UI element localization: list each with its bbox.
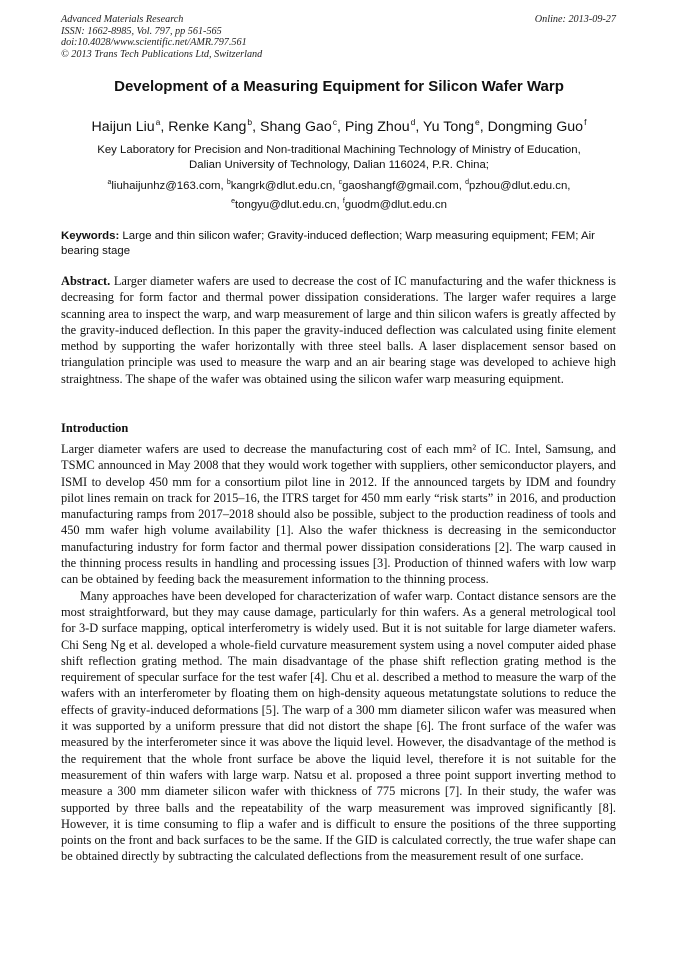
keywords [61,229,616,259]
email-address: guodm@dlut.edu.cn [344,199,447,211]
email-mark: b [226,179,231,186]
author-name: Ping Zhou [344,119,410,135]
section-heading-introduction: Introduction [61,421,129,435]
author-name: Shang Gao [259,119,332,135]
paragraph: Many approaches have been developed for characterization of wafer warp. Contact distance sensors are the most straightforward, but they may cause damage, particularly for thin wafers. As a general metrological tool for 3-D surface mapping, optical interferometry is widely used. But it is not suitable for large diameter wafers. Chi Seng Ng et al. developed a whole-field curvature measurement system using a novel computer aided phase shift reflection grating method. The main disadvantage of the phase shift reflection grating method is the requirement of specular surface for the test wafer [4]. Chu et al. described a method to measure the warp of the wafers with an interferometer by floating them on high-density aqueous metatungstate solutions to reduce the effects of gravity-induced deformations [5]. The warp of a 300 mm diameter silicon wafer was measured when it was supported by a uniform pressure that did not distort the shape [6]. The front surface of the wafer was measured by the interferometer since it was above the liquid level. However, the disadvantage of the method is the requirement that the whole front surface be above the liquid level, therefore it is not suitable for the measurement of thin wafers with large warp. Natsu et al. proposed a three point support inverting method to measure a 300 mm diameter silicon wafer with thickness of 775 microns [7]. In their study, the wafer was supported by three balls and the repeatability of the warp measurement was improved significantly [8]. However, it is time consuming to flip a wafer and is difficult to ensure the positions of the three supporting points on the front and back surfaces to be the same. If the GID is calculated correctly, the true wafer shape can be obtained directly by subtracting the calculated deflections from the measurement result of one surface. [61,588,616,864]
paper-title: Development of a Measuring Equipment for Silicon Wafer Warp [114,78,564,95]
author-name: Yu Tong [422,119,475,135]
affiliation-line-2: Dalian University of Technology, Dalian 116024, P.R. China; [189,159,489,171]
email-row-1 [40,175,638,194]
author-list: Haijun Liu$^a$, Renke Kang$^b$, Shang Gao$^c$, Ping Zhou$^d$, Yu Tong$^e$, Dongming Guo$^f$ [91,117,587,135]
journal-name: Advanced Materials Research [61,14,184,25]
author-mark: d [410,117,416,127]
paragraph: Larger diameter wafers are used to decrease the manufacturing cost of each mm² of IC. Intel, Samsung, and TSMC announced in May 2008 that they would work together with suppliers, other semiconductor players, and ISMI to develop 450 mm for a consortium pilot line in 2012. If the announced targets by IDM and foundry pilot lines remain on track for 2015–16, the ITRS target for 450 mm early “risk starts” in 2016, and production manufacturing ramps from 2017–2018 should also be possible, subject to the production readiness of tools and 450 mm wafer high volume availability [1]. Also the wafer thickness is decreasing in the semiconductor manufacturing industry for form factor and thermal power dissipation considerations [2]. The warp caused in the thinning process results in handling and processing issues [3]. Production of thinned wafers with low warp can be obtained by feeding back the measurement information to the thinning process. [61,442,616,587]
affiliation [50,143,628,173]
author-name: Renke Kang [168,119,247,135]
email-mark: a [107,179,112,186]
abstract [61,273,616,387]
email-address: liuhaijunhz@163.com, [111,180,224,192]
author-mark: f [584,117,587,127]
abstract-label: Abstract. [61,274,111,288]
copyright-line: © 2013 Trans Tech Publications Ltd, Switzerland [61,48,263,60]
keywords-text: Large and thin silicon wafer; Gravity-induced deflection; Warp measuring equipment; FEM; Air bearing stage [61,230,595,257]
email-row-2 [40,194,638,213]
author-mark: a [155,117,161,127]
email-mark: c [338,179,343,186]
issn-line: ISSN: 1662-8985, Vol. 797, pp 561-565 [61,25,222,37]
email-address: tongyu@dlut.edu.cn, [234,199,340,211]
online-date: Online: 2013-09-27 [534,14,616,25]
author-mark: b [247,117,253,127]
introduction-section [61,441,616,865]
author-mark: e [475,117,480,127]
email-address: pzhou@dlut.edu.cn, [468,180,571,192]
email-address: kangrk@dlut.edu.cn, [230,180,336,192]
journal-header [61,14,421,60]
doi-line: doi:10.4028/www.scientific.net/AMR.797.561 [61,37,247,49]
author-mark: c [332,117,338,127]
author-name: Haijun Liu [91,119,155,135]
email-address: gaoshangf@gmail.com, [342,180,462,192]
affiliation-line-1: Key Laboratory for Precision and Non-traditional Machining Technology of Ministry of Education, [97,144,581,156]
author-emails [40,175,638,213]
email-mark: d [465,179,469,186]
keywords-label: Keywords: [61,230,120,242]
email-mark: e [231,198,235,205]
email-mark: f [342,198,345,205]
abstract-text: Larger diameter wafers are used to decrease the cost of IC manufacturing and the wafer thickness is decreasing for form factor and thermal power dissipation considerations. The larger wafer requires a large scanning area to inspect the warp, and warp measurement of large and thin silicon wafers is greatly affected by the gravity-induced deflection. In this paper the gravity-induced deflection was calculated using finite element method by supporting the wafer horizontally with three steel balls. A laser displacement sensor based on triangulation principle was used to measure the warp and an air bearing stage was developed to achieve high straightness. The shape of the wafer was obtained using the silicon wafer warp measuring equipment. [61,274,617,386]
author-name: Dongming Guo [487,119,584,135]
